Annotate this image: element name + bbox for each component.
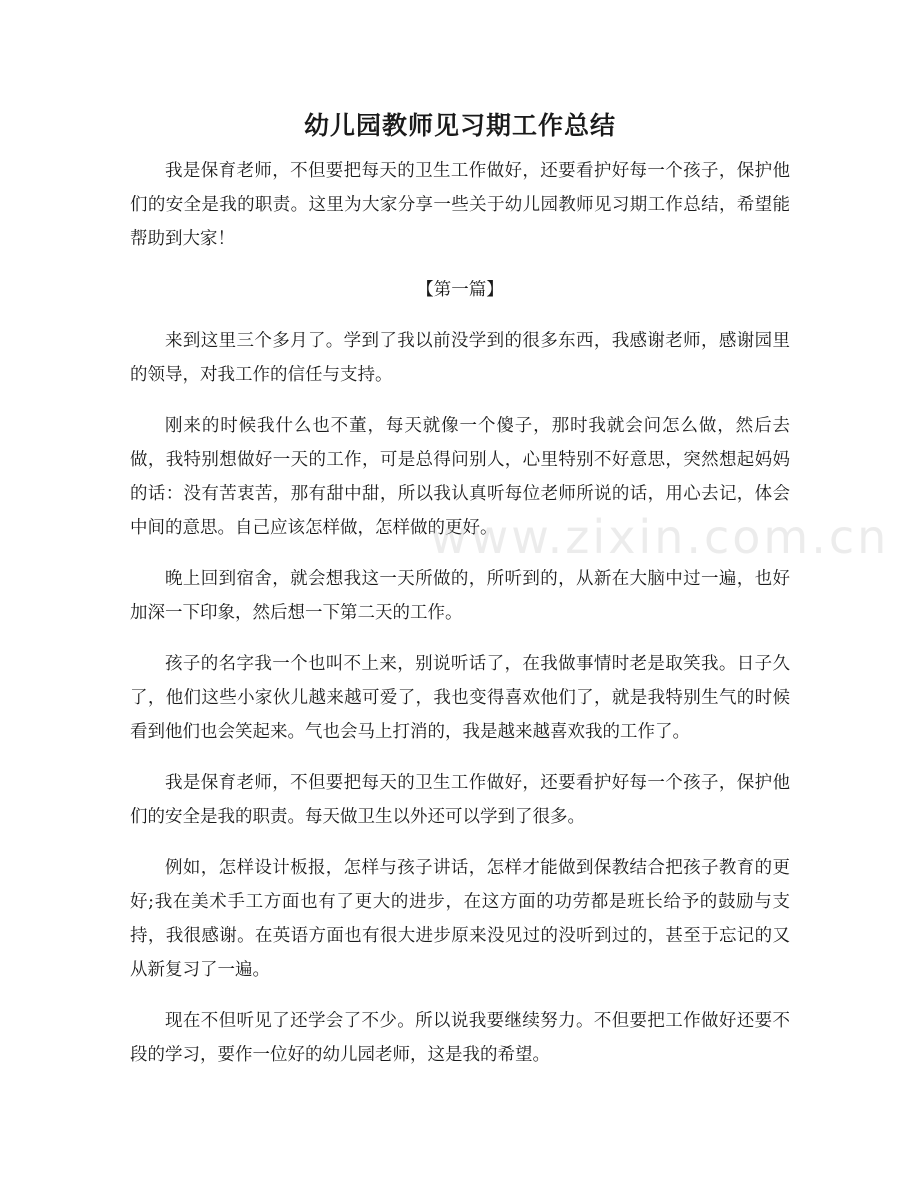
body-paragraph-3: 晚上回到宿舍，就会想我这一天所做的，所听到的，从新在大脑中过一遍，也好加深一下印象，然后想一下第二天的工作。 [130,569,790,623]
body-paragraph-1: 来到这里三个多月了。学到了我以前没学到的很多东西，我感谢老师，感谢园里的领导，对我工作的信任与支持。 [130,331,790,385]
intro-paragraph: 我是保育老师，不但要把每天的卫生工作做好，还要看护好每一个孩子，保护他们的安全是我的职责。这里为大家分享一些关于幼儿园教师见习期工作总结，希望能帮助到大家！ [130,161,790,249]
watermark: www.zixin.com.cn [430,510,890,564]
document-title: 幼儿园教师见习期工作总结 [303,111,616,140]
body-paragraph-4: 孩子的名字我一个也叫不上来，别说听话了，在我做事情时老是取笑我。日子久了，他们这些小家伙儿越来越可爱了，我也变得喜欢他们了，就是我特别生气的时候看到他们也会笑起来。气也会马上打消的，我是越来越喜欢我的工作了。 [130,654,790,742]
section-heading: 【第一篇】 [416,280,504,300]
body-paragraph-7: 现在不但听见了还学会了不少。所以说我要继续努力。不但要把工作做好还要不段的学习，要作一位好的幼儿园老师，这是我的希望。 [130,1011,790,1065]
body-paragraph-5: 我是保育老师，不但要把每天的卫生工作做好，还要看护好每一个孩子，保护他们的安全是我的职责。每天做卫生以外还可以学到了很多。 [130,773,790,827]
body-paragraph-2: 刚来的时候我什么也不董，每天就像一个傻子，那时我就会问怎么做，然后去做，我特别想做好一天的工作，可是总得问别人，心里特别不好意思，突然想起妈妈的话：没有苦衷苦，那有甜中甜，所以我认真听每位老师所说的话，用心去记，体会中间的意思。自己应该怎样做，怎样做的更好。 [130,416,790,538]
body-paragraph-6: 例如，怎样设计板报，怎样与孩子讲话，怎样才能做到保教结合把孩子教育的更好;我在美术手工方面也有了更大的进步，在这方面的功劳都是班长给予的鼓励与支持，我很感谢。在英语方面也有很大进步原来没见过的没听到过的，甚至于忘记的又从新复习了一遍。 [130,858,790,980]
document-body [130,154,790,1089]
